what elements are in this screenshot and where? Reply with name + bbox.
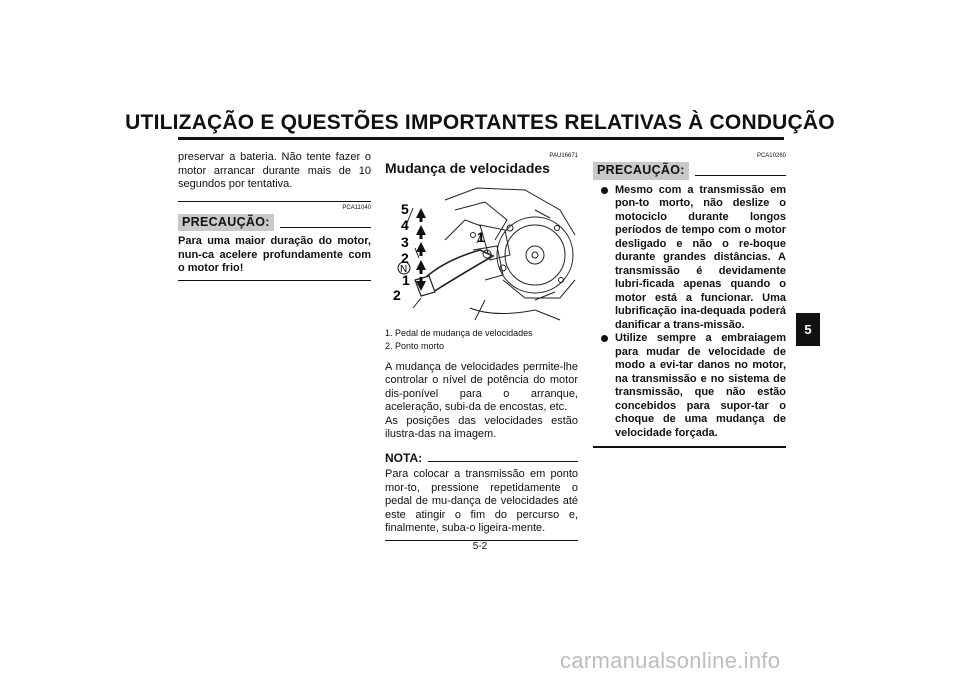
paragraph-2: As posições das velocidades estão ilustra-das na imagem. bbox=[385, 414, 578, 440]
section-code: PAU16671 bbox=[549, 153, 578, 159]
legend-item: 2. Ponto morto bbox=[385, 340, 445, 351]
bullet-icon bbox=[601, 335, 608, 342]
nota-text: Para colocar a transmissão em ponto mor-to, pressione repetidamente o pedal de mu-dança de velocidades até este atingir o fim do percurso e, finalmente, suba-o ligeira-mente. bbox=[385, 468, 578, 534]
bullet-text: Utilize sempre a embraiagem para mudar de velocidade de modo a evi-tar danos no motor, na transmissão e no sistema de transmissão, que não estão concebidos para supor-tar o choque de uma mudança de velocidade forçada. bbox=[615, 332, 786, 439]
page-number: 5-2 bbox=[472, 541, 488, 552]
gear-shift-figure bbox=[385, 180, 577, 325]
intro-text: preservar a bateria. Não tente fazer o motor arrancar durante mais de 10 segundos por tentativa. bbox=[178, 151, 371, 190]
caution-top-rule bbox=[178, 201, 371, 202]
column-1 bbox=[178, 151, 371, 281]
gear-label-n: N bbox=[400, 263, 408, 275]
neutral-callout-2: 2 bbox=[393, 286, 401, 303]
caution-bottom-rule bbox=[593, 446, 786, 448]
caution-heading-line bbox=[280, 227, 371, 228]
section-title: Mudança de velocidades bbox=[385, 160, 550, 176]
paragraph-1: A mudança de velocidades permite-lhe controlar o nível de potência do motor dis-ponível para o arranque, aceleração, subi-da de encostas, etc. bbox=[385, 360, 578, 413]
page-header-title: UTILIZAÇÃO E QUESTÕES IMPORTANTES RELATIVAS À CONDUÇÃO bbox=[125, 111, 835, 134]
caution-bullet-list bbox=[593, 184, 786, 441]
gear-label-3: 3 bbox=[401, 233, 409, 250]
nota-heading bbox=[385, 452, 578, 466]
nota-heading-line bbox=[428, 461, 578, 462]
gear-label-2: 2 bbox=[401, 249, 409, 266]
header-rule bbox=[178, 137, 784, 140]
gear-label-5: 5 bbox=[401, 200, 409, 217]
legend-item: 1. Pedal de mudança de velocidades bbox=[385, 327, 533, 338]
caution-code: PCA10260 bbox=[756, 153, 786, 159]
caution-heading bbox=[178, 214, 371, 232]
watermark: carmanualsonline.info bbox=[560, 648, 781, 673]
chapter-tab: 5 bbox=[796, 313, 820, 346]
gear-label-1: 1 bbox=[402, 271, 410, 288]
caution-text: Para uma maior duração do motor, nun-ca acelere profundamente com o motor frio! bbox=[178, 235, 371, 274]
pedal-callout-1: 1 bbox=[477, 228, 485, 245]
list-item bbox=[593, 332, 786, 440]
caution-code: PCA11040 bbox=[342, 204, 371, 211]
column-2 bbox=[385, 152, 578, 541]
nota-label: NOTA: bbox=[385, 450, 423, 465]
gear-shift-illustration bbox=[385, 180, 577, 325]
column-3 bbox=[593, 152, 786, 448]
caution-label: PRECAUÇÃO: bbox=[593, 162, 689, 180]
list-item bbox=[593, 184, 786, 333]
bullet-text: Mesmo com a transmissão em pon-to morto, não deslize o motociclo durante longos períodos de tempo com o motor desligado e não o re-boque durante grandes distâncias. A transmissão é devidamente lubri-ficada apenas quando o motor está a funcionar. Uma lubrificação ina-dequada poderá danificar a trans-missão. bbox=[615, 183, 786, 331]
figure-legend bbox=[385, 327, 578, 353]
caution-label: PRECAUÇÃO: bbox=[178, 214, 274, 232]
caution-bottom-rule bbox=[178, 280, 371, 281]
caution-heading-line bbox=[695, 175, 786, 176]
bullet-icon bbox=[601, 187, 608, 194]
caution-heading bbox=[593, 162, 786, 180]
gear-label-4: 4 bbox=[401, 216, 409, 233]
